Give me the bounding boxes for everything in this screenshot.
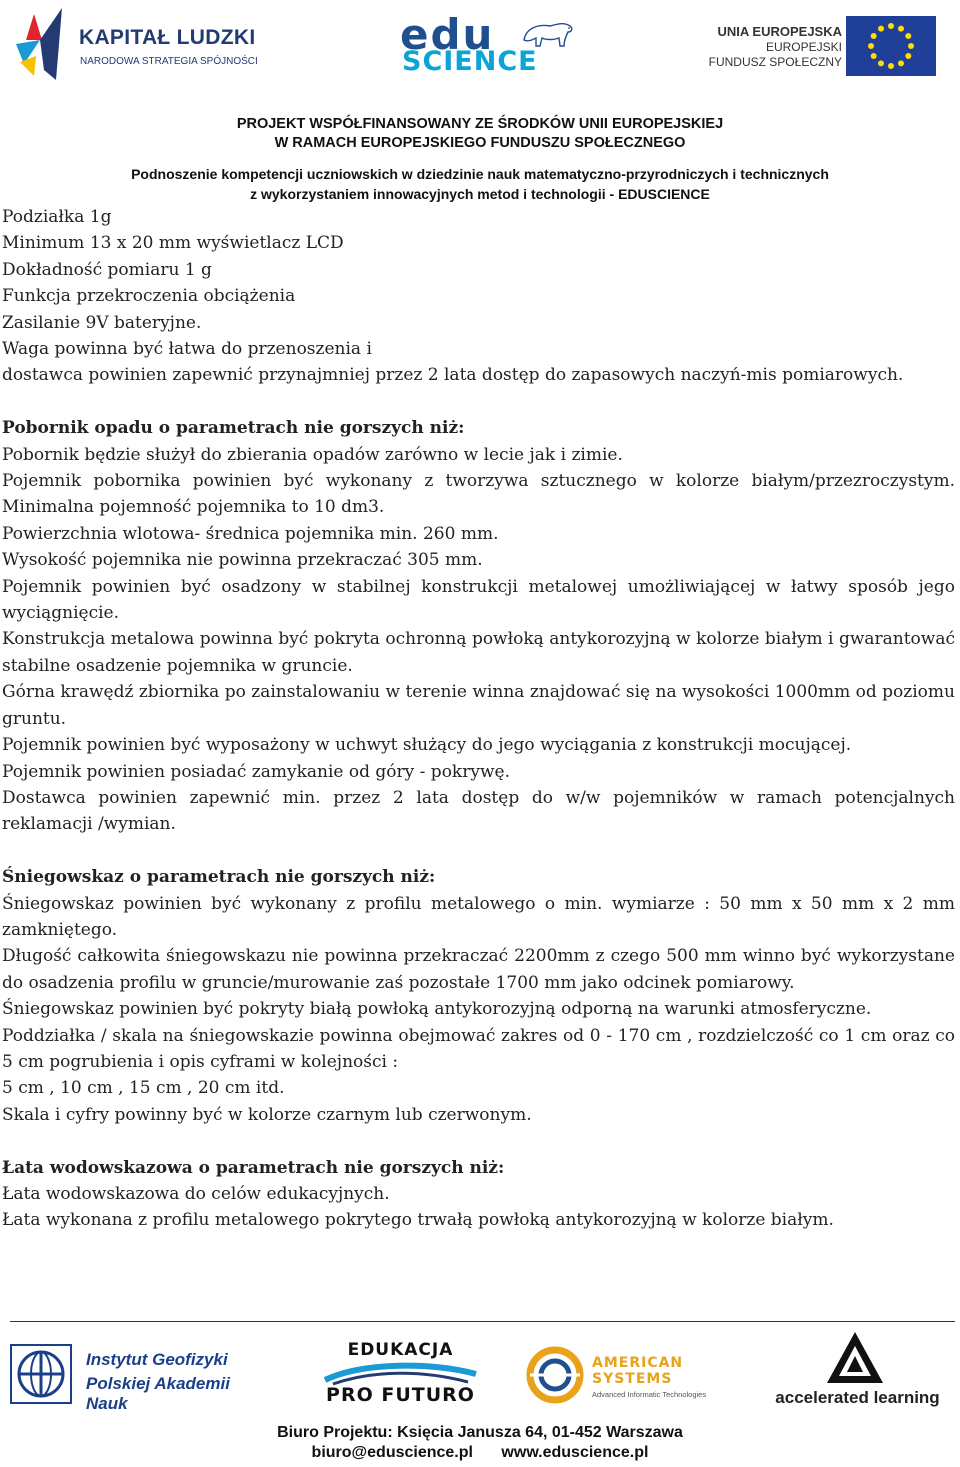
email-link[interactable]: biuro@eduscience.pl <box>311 1444 473 1461</box>
lata-line: Łata wykonana z profilu metalowego pokrytego trwałą powłoką antykorozyjną w kolorze białym. <box>2 1210 834 1231</box>
edukacja-pro-futuro-logo <box>303 1340 498 1412</box>
lata-heading: Łata wodowskazowa o parametrach nie gorszych niż: <box>2 1157 505 1178</box>
pobornik-line: Pojemnik powinien być wyposażony w uchwyt służący do jego wyciągania z konstrukcji mocującej. <box>2 735 852 756</box>
footer-divider <box>10 1321 955 1322</box>
pobornik-line: Powierzchnia wlotowa- średnica pojemnika min. 260 mm. <box>2 523 499 544</box>
eu-star-icon <box>898 26 904 32</box>
sniegowskaz-line: Poddziałka / skala na śniegowskazie powinna obejmować zakres od 0 - 170 cm , rozdzielczość co 1 cm oraz co 5 cm pogrubienia i opis cyframi w kolejności : <box>2 1025 955 1072</box>
pobornik-line: Konstrukcja metalowa powinna być pokryta ochronną powłoką antykorozyjną w kolorze białym i gwarantować stabilne osadzenie pojemnika w gruncie. <box>2 629 955 676</box>
project-header-line4: z wykorzystaniem innowacyjnych metod i technologii - EDUSCIENCE <box>250 186 710 202</box>
document-body <box>2 204 955 1234</box>
sniegowskaz-line: Śniegowskaz powinien być wykonany z profilu metalowego o min. wymiarze : 50 mm x 50 mm x 2 mm zamkniętego. <box>2 893 955 940</box>
intro-line: Podziałka 1g <box>2 207 112 227</box>
polar-bear-icon <box>520 18 575 48</box>
eu-star-icon <box>868 43 874 49</box>
eu-star-icon <box>908 43 914 49</box>
epf-line1: EDUKACJA <box>347 1340 454 1360</box>
american-systems-swirl-icon <box>520 1345 590 1405</box>
intro-line: Waga powinna być łatwa do przenoszenia i <box>2 339 372 360</box>
american-systems-line2: SYSTEMS <box>592 1371 673 1387</box>
project-header-line2: W RAMACH EUROPEJSKIEGO FUNDUSZU SPOŁECZNEGO <box>274 135 686 151</box>
header-logos <box>0 0 960 95</box>
eu-logo-line2: EUROPEJSKI <box>765 40 842 54</box>
eu-star-icon <box>878 26 884 32</box>
project-header-line3: Podnoszenie kompetencji uczniowskich w dziedzinie nauk matematyczno-przyrodniczych i technicznych <box>131 166 829 182</box>
igf-name-line2: Polskiej Akademii Nauk <box>86 1374 230 1413</box>
igf-pan-logo <box>10 1344 272 1413</box>
eu-logo-line3: FUNDUSZ SPOŁECZNY <box>708 55 842 69</box>
pobornik-line: Pojemnik powinien być osadzony w stabilnej konstrukcji metalowej umożliwiającej w łatwy sposób jego wyciągnięcie. <box>2 576 955 624</box>
sniegowskaz-line: 5 cm , 10 cm , 15 cm , 20 cm itd. <box>2 1078 285 1099</box>
sniegowskaz-line: Skala i cyfry powinny być w kolorze czarnym lub czerwonym. <box>2 1104 532 1125</box>
accelerated-learning-triangle-icon <box>825 1330 885 1385</box>
eu-star-icon <box>905 33 911 39</box>
pobornik-line: Górna krawędź zbiornika po zainstalowaniu w terenie winna znajdować się na wysokości 1000mm od poziomu gruntu. <box>2 682 955 729</box>
project-office-address: Biuro Projektu: Księcia Janusza 64, 01-452 Warszawa <box>277 1424 683 1441</box>
accelerated-learning-logo <box>765 1330 950 1415</box>
kapital-ludzki-subtitle: NARODOWA STRATEGIA SPÓJNOŚCI <box>80 56 258 67</box>
intro-line: Dokładność pomiaru 1 g <box>2 259 212 280</box>
kapital-ludzki-title: KAPITAŁ LUDZKI <box>79 26 256 49</box>
eu-star-icon <box>871 33 877 39</box>
pobornik-line: Pobornik będzie służył do zbierania opadów zarówno w lecie jak i zimie. <box>2 444 623 465</box>
project-header-line1: PROJEKT WSPÓŁFINANSOWANY ZE ŚRODKÓW UNII EUROPEJSKIEJ <box>236 116 724 132</box>
pobornik-line: Wysokość pojemnika nie powinna przekraczać 305 mm. <box>2 550 483 571</box>
intro-line: dostawca powinien zapewnić przynajmniej przez 2 lata dostęp do zapasowych naczyń-mis pomiarowych. <box>2 365 904 386</box>
american-systems-tagline: Advanced Informatic Technologies <box>592 1390 707 1399</box>
eu-flag-icon <box>846 16 936 76</box>
igf-name-line1: Instytut Geofizyki <box>86 1350 228 1369</box>
eduscience-logo-line2: SCIENCE <box>402 46 538 77</box>
pobornik-line: Dostawca powinien zapewnić min. przez 2 lata dostęp do w/w pojemników w ramach potencjalnych reklamacji /wymian. <box>2 787 955 835</box>
sniegowskaz-heading: Śniegowskaz o parametrach nie gorszych niż: <box>2 867 436 888</box>
epf-line2: PRO FUTURO <box>326 1384 475 1406</box>
sniegowskaz-line: Śniegowskaz powinien być pokryty białą powłoką antykorozyjną odporną na warunki atmosferyczne. <box>2 999 872 1020</box>
pobornik-heading: Pobornik opadu o parametrach nie gorszych niż: <box>2 418 465 439</box>
american-systems-logo <box>520 1345 745 1405</box>
igf-globe-icon <box>10 1344 72 1404</box>
eu-star-icon <box>888 23 894 29</box>
lata-line: Łata wodowskazowa do celów edukacyjnych. <box>2 1183 390 1204</box>
accelerated-learning-text: accelerated learning <box>775 1388 940 1407</box>
eu-star-icon <box>898 60 904 66</box>
sniegowskaz-line: Długość całkowita śniegowskazu nie powinna przekraczać 2200mm z czego 500 mm winno być wykorzystane do osadzenia profilu w gruncie/murowanie zaś pozostałe 1700 mm jako odcinek pomiarowy. <box>2 946 955 993</box>
eu-logo-line1: UNIA EUROPEJSKA <box>717 24 842 39</box>
eu-star-icon <box>888 63 894 69</box>
pobornik-line: Pojemnik pobornika powinien być wykonany z tworzywa sztucznego w kolorze białym/przezroczystym. Minimalna pojemność pojemnika to 10 dm3. <box>2 471 955 518</box>
epf-swoosh-icon <box>323 1360 478 1386</box>
intro-line: Zasilanie 9V bateryjne. <box>2 312 202 333</box>
american-systems-line1: AMERICAN <box>592 1355 684 1371</box>
eu-star-icon <box>878 60 884 66</box>
contact-line <box>0 1444 960 1462</box>
website-link[interactable]: www.eduscience.pl <box>501 1444 649 1461</box>
intro-line: Minimum 13 x 20 mm wyświetlacz LCD <box>2 233 344 254</box>
eu-star-icon <box>905 53 911 59</box>
eduscience-logo-line1: edu <box>400 10 495 59</box>
intro-line: Funkcja przekroczenia obciążenia <box>2 286 296 307</box>
pobornik-line: Pojemnik powinien posiadać zamykanie od góry - pokrywę. <box>2 761 510 782</box>
eu-star-icon <box>871 53 877 59</box>
kapital-ludzki-star-icon <box>16 4 66 80</box>
kapital-ludzki-logo <box>16 4 261 80</box>
eu-logo <box>708 14 938 78</box>
